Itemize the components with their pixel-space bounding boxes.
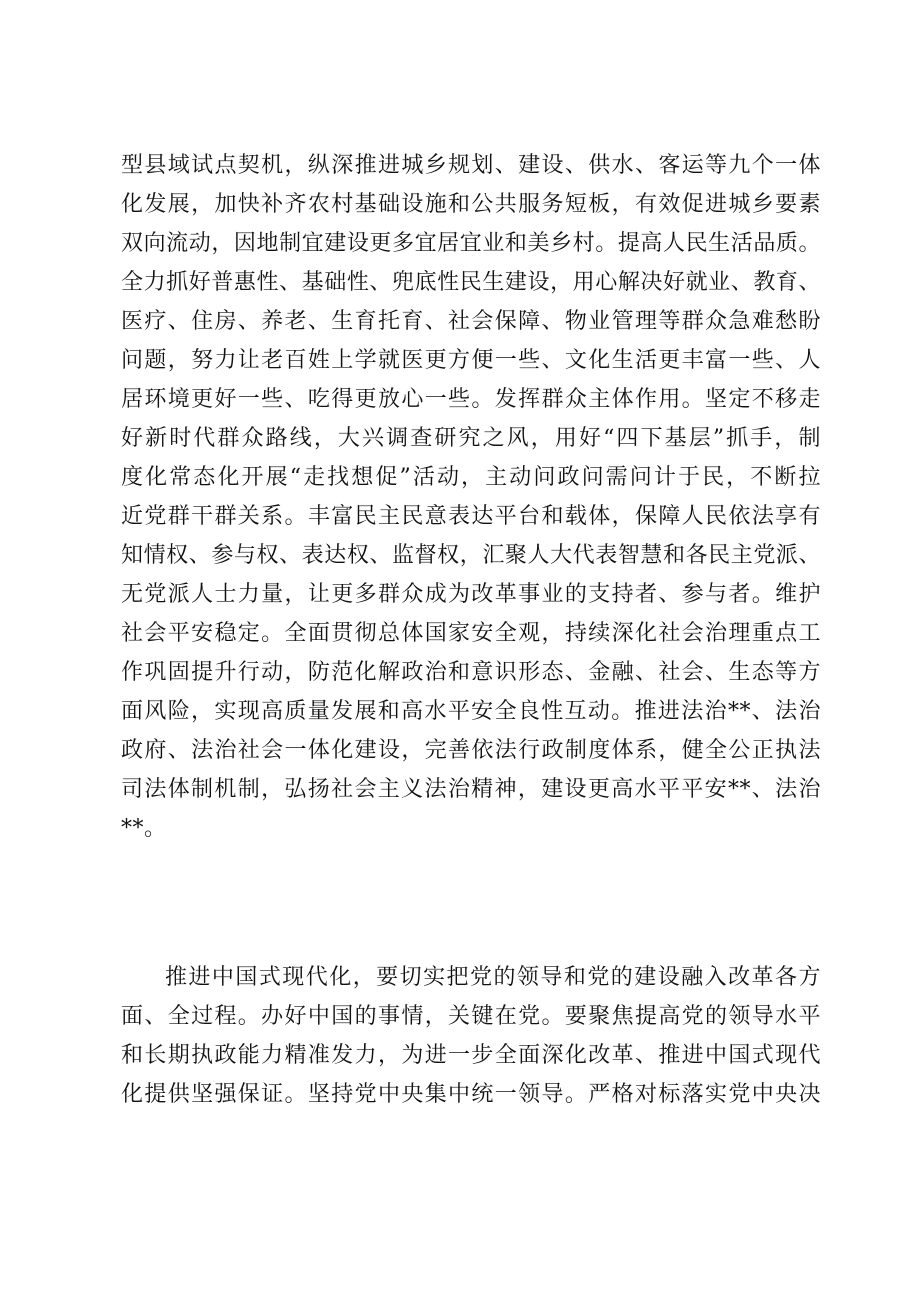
- paragraph-line: 近党群干群关系。丰富民主民意表达平台和载体，保障人民依法享有: [121, 504, 821, 529]
- paragraph-2: [121, 958, 821, 1114]
- paragraph-line: 作巩固提升行动，防范化解政治和意识形态、金融、社会、生态等方: [121, 660, 821, 685]
- paragraph-line: 度化常态化开展“走找想促”活动，主动问政问需问计于民，不断拉: [121, 465, 821, 490]
- paragraph-line: 化提供坚强保证。坚持党中央集中统一领导。严格对标落实党中央决: [121, 1082, 821, 1107]
- paragraph-line: 推进中国式现代化，要切实把党的领导和党的建设融入改革各方: [165, 965, 821, 990]
- paragraph-line: 和长期执政能力精准发力，为进一步全面深化改革、推进中国式现代: [121, 1043, 821, 1068]
- paragraph-line: 面、全过程。办好中国的事情，关键在党。要聚焦提高党的领导水平: [121, 1004, 821, 1029]
- paragraph-line: 型县域试点契机，纵深推进城乡规划、建设、供水、客运等九个一体: [121, 153, 821, 178]
- paragraph-line: **。: [121, 816, 167, 841]
- paragraph-line: 面风险，实现高质量发展和高水平安全良性互动。推进法治**、法治: [121, 699, 821, 724]
- paragraph-line: 社会平安稳定。全面贯彻总体国家安全观，持续深化社会治理重点工: [121, 621, 821, 646]
- paragraph-line: 无党派人士力量，让更多群众成为改革事业的支持者、参与者。维护: [121, 582, 821, 607]
- paragraph-line: 问题，努力让老百姓上学就医更方便一些、文化生活更丰富一些、人: [121, 348, 821, 373]
- paragraph-line: 化发展，加快补齐农村基础设施和公共服务短板，有效促进城乡要素: [121, 192, 821, 217]
- paragraph-line: 居环境更好一些、吃得更放心一些。发挥群众主体作用。坚定不移走: [121, 387, 821, 412]
- paragraph-line: 政府、法治社会一体化建设，完善依法行政制度体系，健全公正执法: [121, 738, 821, 763]
- paragraph-line: 医疗、住房、养老、生育托育、社会保障、物业管理等群众急难愁盼: [121, 309, 821, 334]
- paragraph-line: 全力抓好普惠性、基础性、兜底性民生建设，用心解决好就业、教育、: [121, 270, 821, 295]
- paragraph-line: 司法体制机制，弘扬社会主义法治精神，建设更高水平平安**、法治: [121, 777, 821, 802]
- paragraph-1: [121, 146, 821, 848]
- paragraph-line: 双向流动，因地制宜建设更多宜居宜业和美乡村。提高人民生活品质。: [121, 231, 821, 256]
- paragraph-line: 知情权、参与权、表达权、监督权，汇聚人大代表智慧和各民主党派、: [121, 543, 821, 568]
- paragraph-line: 好新时代群众路线，大兴调查研究之风，用好“四下基层”抓手，制: [121, 426, 821, 451]
